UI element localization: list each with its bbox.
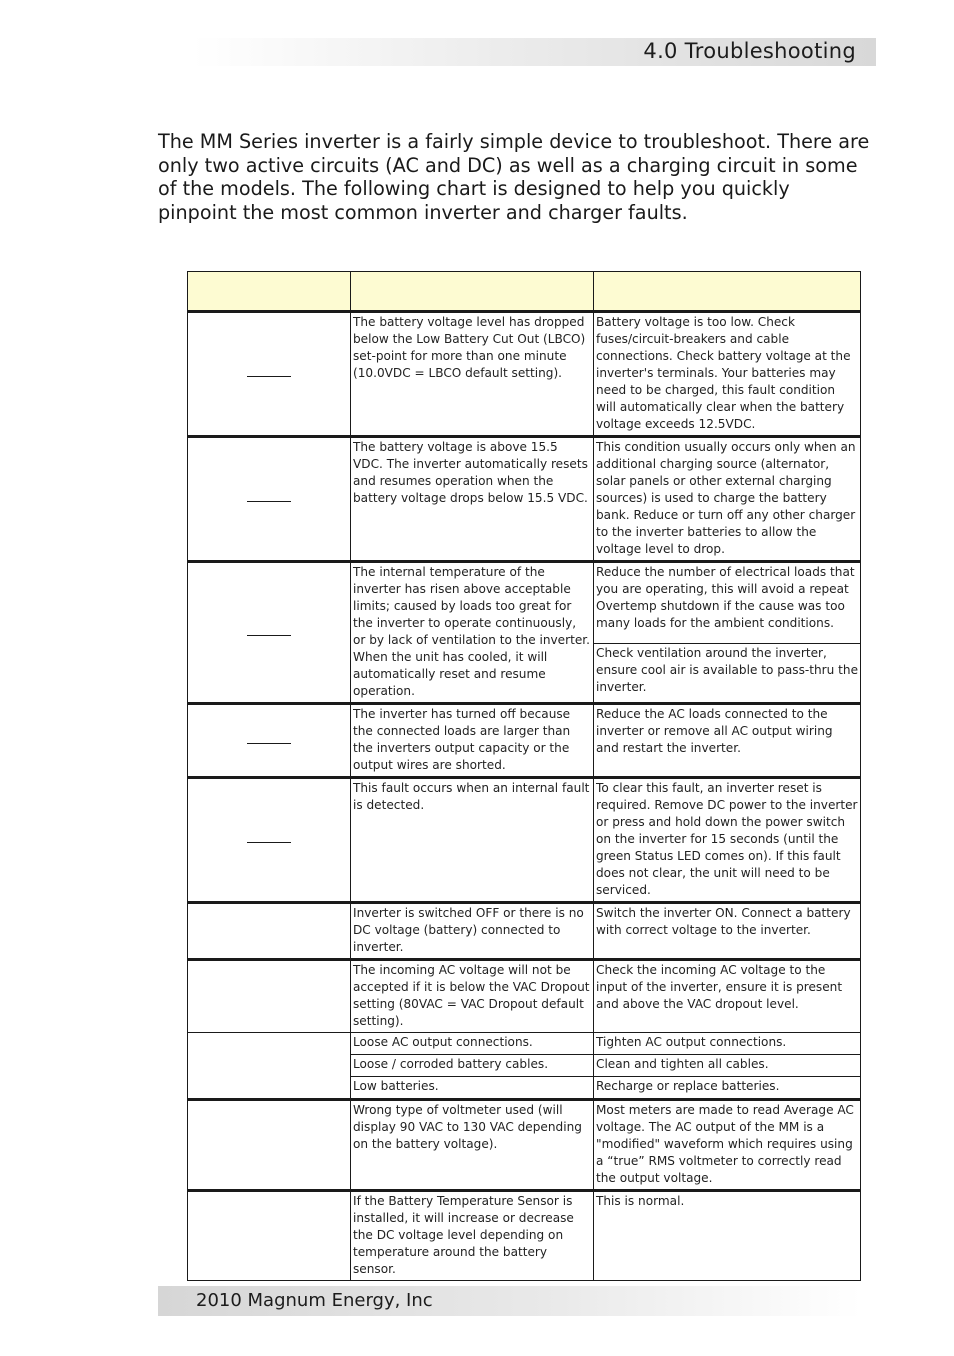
solution-cell: This condition usually occurs only when an additional charging source (alternator, solar panels or other external charging sources) is used to charge the battery bank. Reduce or turn off any other charger to the inverter batteries to allow the voltage level to drop. [594, 437, 861, 562]
solution-cell: Check ventilation around the inverter, ensure cool air is available to pass-thru the inverter. [594, 643, 861, 703]
solution-cell: Reduce the number of electrical loads that you are operating, this will avoid a repeat Overtemp shutdown if the cause was too many loads for the ambient conditions. [594, 562, 861, 644]
solution-cell: Switch the inverter ON. Connect a battery with correct voltage to the inverter. [594, 903, 861, 960]
solution-cell: Battery voltage is too low. Check fuses/circuit-breakers and cable connections. Check battery voltage at the inverter's terminals. Your batteries may need to be charged, this fault condition will automatically clear when the battery voltage exceeds 12.5VDC. [594, 312, 861, 437]
solution-cell: Clean and tighten all cables. [594, 1055, 861, 1077]
table-row [188, 1191, 861, 1281]
solution-cell: This is normal. [594, 1191, 861, 1281]
table-header-row [188, 272, 861, 312]
cause-cell: The internal temperature of the inverter has risen above acceptable limits; caused by loads too great for the inverter to operate continuously, or by lack of ventilation to the inverter. When the unit has cooled, it will automatically reset and resume operation. [351, 562, 594, 704]
table-row [188, 1100, 861, 1191]
cause-cell: The inverter has turned off because the connected loads are larger than the inverters output capacity or the output wires are shorted. [351, 704, 594, 778]
table-row [188, 562, 861, 644]
table-row [188, 704, 861, 778]
led-indicator-line [247, 743, 291, 744]
led-indicator-line [247, 635, 291, 636]
cause-cell: Loose AC output connections. [351, 1033, 594, 1055]
symptom-cell [188, 437, 351, 562]
cause-cell: The battery voltage is above 15.5 VDC. The inverter automatically resets and resumes operation when the battery voltage drops below 15.5 VDC. [351, 437, 594, 562]
symptom-cell [188, 903, 351, 960]
intro-paragraph: The MM Series inverter is a fairly simple device to troubleshoot. There are only two active circuits (AC and DC) as well as a charging circuit in some of the models. The following chart is designed to help you quickly pinpoint the most common inverter and charger faults. [158, 130, 870, 224]
led-indicator-line [247, 501, 291, 502]
cause-cell: The battery voltage level has dropped below the Low Battery Cut Out (LBCO) set-point for more than one minute (10.0VDC = LBCO default setting). [351, 312, 594, 437]
solution-cell: Reduce the AC loads connected to the inverter or remove all AC output wiring and restart the inverter. [594, 704, 861, 778]
solution-cell: Tighten AC output connections. [594, 1033, 861, 1055]
symptom-cell [188, 1033, 351, 1100]
symptom-cell [188, 778, 351, 903]
header-cell-symptom [188, 272, 351, 312]
table-row [188, 903, 861, 960]
led-indicator-line [247, 376, 291, 377]
cause-cell: Loose / corroded battery cables. [351, 1055, 594, 1077]
symptom-cell [188, 1191, 351, 1281]
led-indicator-line [247, 842, 291, 843]
symptom-cell [188, 312, 351, 437]
header-cell-solution [594, 272, 861, 312]
footer-copyright: 2010 Magnum Energy, Inc [196, 1290, 433, 1311]
header-cell-cause [351, 272, 594, 312]
solution-cell: Check the incoming AC voltage to the input of the inverter, ensure it is present and above the VAC dropout level. [594, 960, 861, 1033]
solution-cell: To clear this fault, an inverter reset is required. Remove DC power to the inverter or press and hold down the power switch on the inverter for 15 seconds (until the green Status LED comes on). If this fault does not clear, the unit will need to be serviced. [594, 778, 861, 903]
table-row [188, 960, 861, 1033]
cause-cell: Inverter is switched OFF or there is no DC voltage (battery) connected to inverter. [351, 903, 594, 960]
table-row [188, 1033, 861, 1055]
solution-cell: Most meters are made to read Average AC voltage. The AC output of the MM is a "modified" waveform which requires using a “true” RMS voltmeter to correctly read the output voltage. [594, 1100, 861, 1191]
cause-cell: The incoming AC voltage will not be accepted if it is below the VAC Dropout setting (80VAC = VAC Dropout default setting). [351, 960, 594, 1033]
table-row [188, 312, 861, 437]
cause-cell: Low batteries. [351, 1077, 594, 1100]
symptom-cell [188, 1100, 351, 1191]
cause-cell: This fault occurs when an internal fault is detected. [351, 778, 594, 903]
symptom-cell [188, 562, 351, 704]
symptom-cell [188, 960, 351, 1033]
table-row [188, 778, 861, 903]
symptom-cell [188, 704, 351, 778]
cause-cell: Wrong type of voltmeter used (will display 90 VAC to 130 VAC depending on the battery voltage). [351, 1100, 594, 1191]
solution-cell: Recharge or replace batteries. [594, 1077, 861, 1100]
troubleshooting-table [187, 271, 861, 1281]
footer-bar [158, 1286, 862, 1316]
table-row [188, 437, 861, 562]
cause-cell: If the Battery Temperature Sensor is installed, it will increase or decrease the DC voltage level depending on temperature around the battery sensor. [351, 1191, 594, 1281]
header-bar [192, 38, 876, 66]
page-title: 4.0 Troubleshooting [643, 39, 856, 63]
